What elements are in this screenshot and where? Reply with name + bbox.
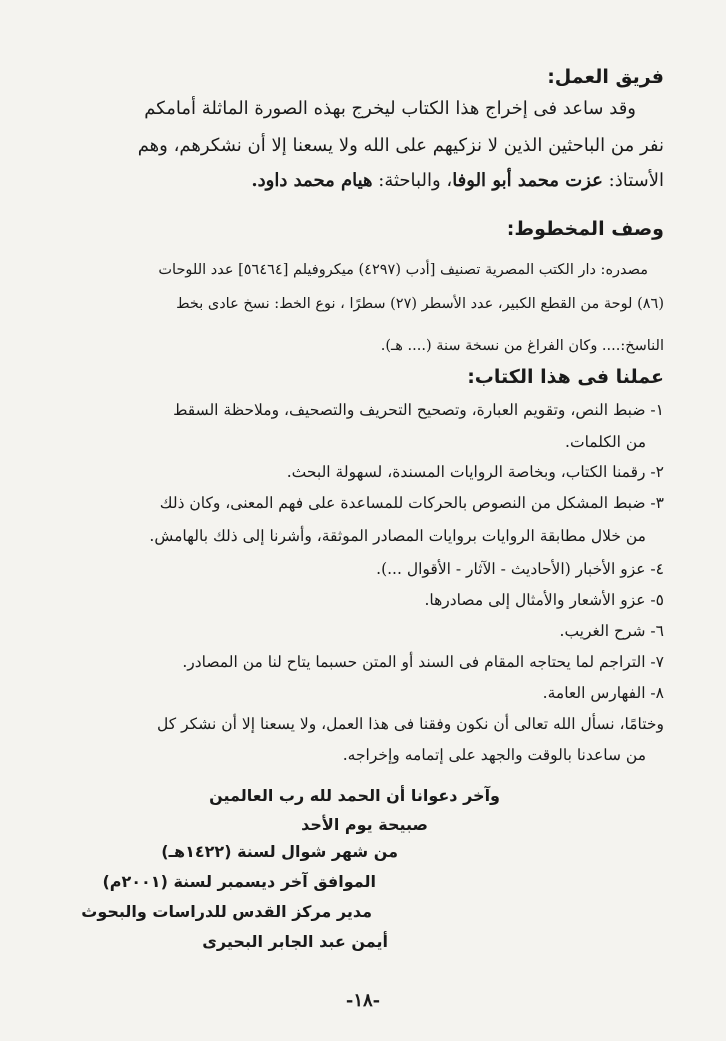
work-conclusion-cont: من ساعدنا بالوقت والجهد على إتمامه وإخراجه. <box>342 746 646 764</box>
work-item-2: ٢- رقمنا الكتاب، وبخاصة الروايات المسندة، لسهولة البحث. <box>286 463 664 481</box>
team-line-3 <box>251 170 664 191</box>
work-item-8: ٨- الفهارس العامة. <box>542 684 664 702</box>
closing-hijri-date: من شهر شوال لسنة (١٤٢٢هـ) <box>161 842 398 861</box>
team-line-2: نفر من الباحثين الذين لا نزكيهم على الله ولا يسعنا إلا أن نشكرهم، وهم <box>137 135 664 156</box>
closing-director-name: أيمن عبد الجابر البحيرى <box>202 932 388 951</box>
closing-prayer: وآخر دعوانا أن الحمد لله رب العالمين <box>209 786 500 805</box>
work-item-1-cont: من الكلمات. <box>565 433 646 451</box>
manuscript-line-2: (٨٦) لوحة من القطع الكبير، عدد الأسطر (٢٧) سطرًا ، نوع الخط: نسخ عادى بخط <box>176 296 664 312</box>
manuscript-heading: وصف المخطوط: <box>506 218 664 240</box>
manuscript-line-3: الناسخ:.... وكان الفراغ من نسخة سنة (.... هـ). <box>380 338 664 354</box>
team-heading: فريق العمل: <box>547 66 664 88</box>
closing-gregorian-date: الموافق آخر ديسمبر لسنة (٢٠٠١م) <box>102 872 376 891</box>
work-heading: عملنا فى هذا الكتاب: <box>467 366 664 388</box>
manuscript-line-1: مصدره: دار الكتب المصرية تصنيف [أدب (٤٢٩٧) ميكروفيلم [٥٦٤٦٤] عدد اللوحات <box>158 262 648 278</box>
team-title-label: الأستاذ: <box>608 170 664 191</box>
work-conclusion: وختامًا، نسأل الله تعالى أن نكون وفقنا فى هذا العمل، ولا يسعنا إلا أن نشكر كل <box>157 715 664 733</box>
team-name-2: هيام محمد داود. <box>251 170 373 191</box>
work-item-3-cont: من خلال مطابقة الروايات بروايات المصادر الموثقة، وأشرنا إلى ذلك بالهامش. <box>149 527 646 545</box>
work-item-4: ٤- عزو الأخبار (الأحاديث - الآثار - الأقوال ...). <box>376 560 664 578</box>
work-item-3: ٣- ضبط المشكل من النصوص بالحركات للمساعدة على فهم المعنى، وكان ذلك <box>159 494 664 512</box>
page-number: -١٨- <box>345 990 381 1011</box>
team-separator: ، والباحثة: <box>378 170 453 191</box>
team-line-1: وقد ساعد فى إخراج هذا الكتاب ليخرج بهذه الصورة الماثلة أمامكم <box>144 98 636 119</box>
closing-day: صبيحة يوم الأحد <box>301 815 428 834</box>
team-name-1: عزت محمد أبو الوفا <box>452 170 603 191</box>
work-item-7: ٧- التراجم لما يحتاجه المقام فى السند أو المتن حسبما يتاح لنا من المصادر. <box>182 653 664 671</box>
work-item-6: ٦- شرح الغريب. <box>559 622 664 640</box>
closing-director-title: مدير مركز القدس للدراسات والبحوث <box>81 902 372 921</box>
work-item-5: ٥- عزو الأشعار والأمثال إلى مصادرها. <box>424 591 664 609</box>
work-item-1: ١- ضبط النص، وتقويم العبارة، وتصحيح التحريف والتصحيف، وملاحظة السقط <box>173 401 664 419</box>
